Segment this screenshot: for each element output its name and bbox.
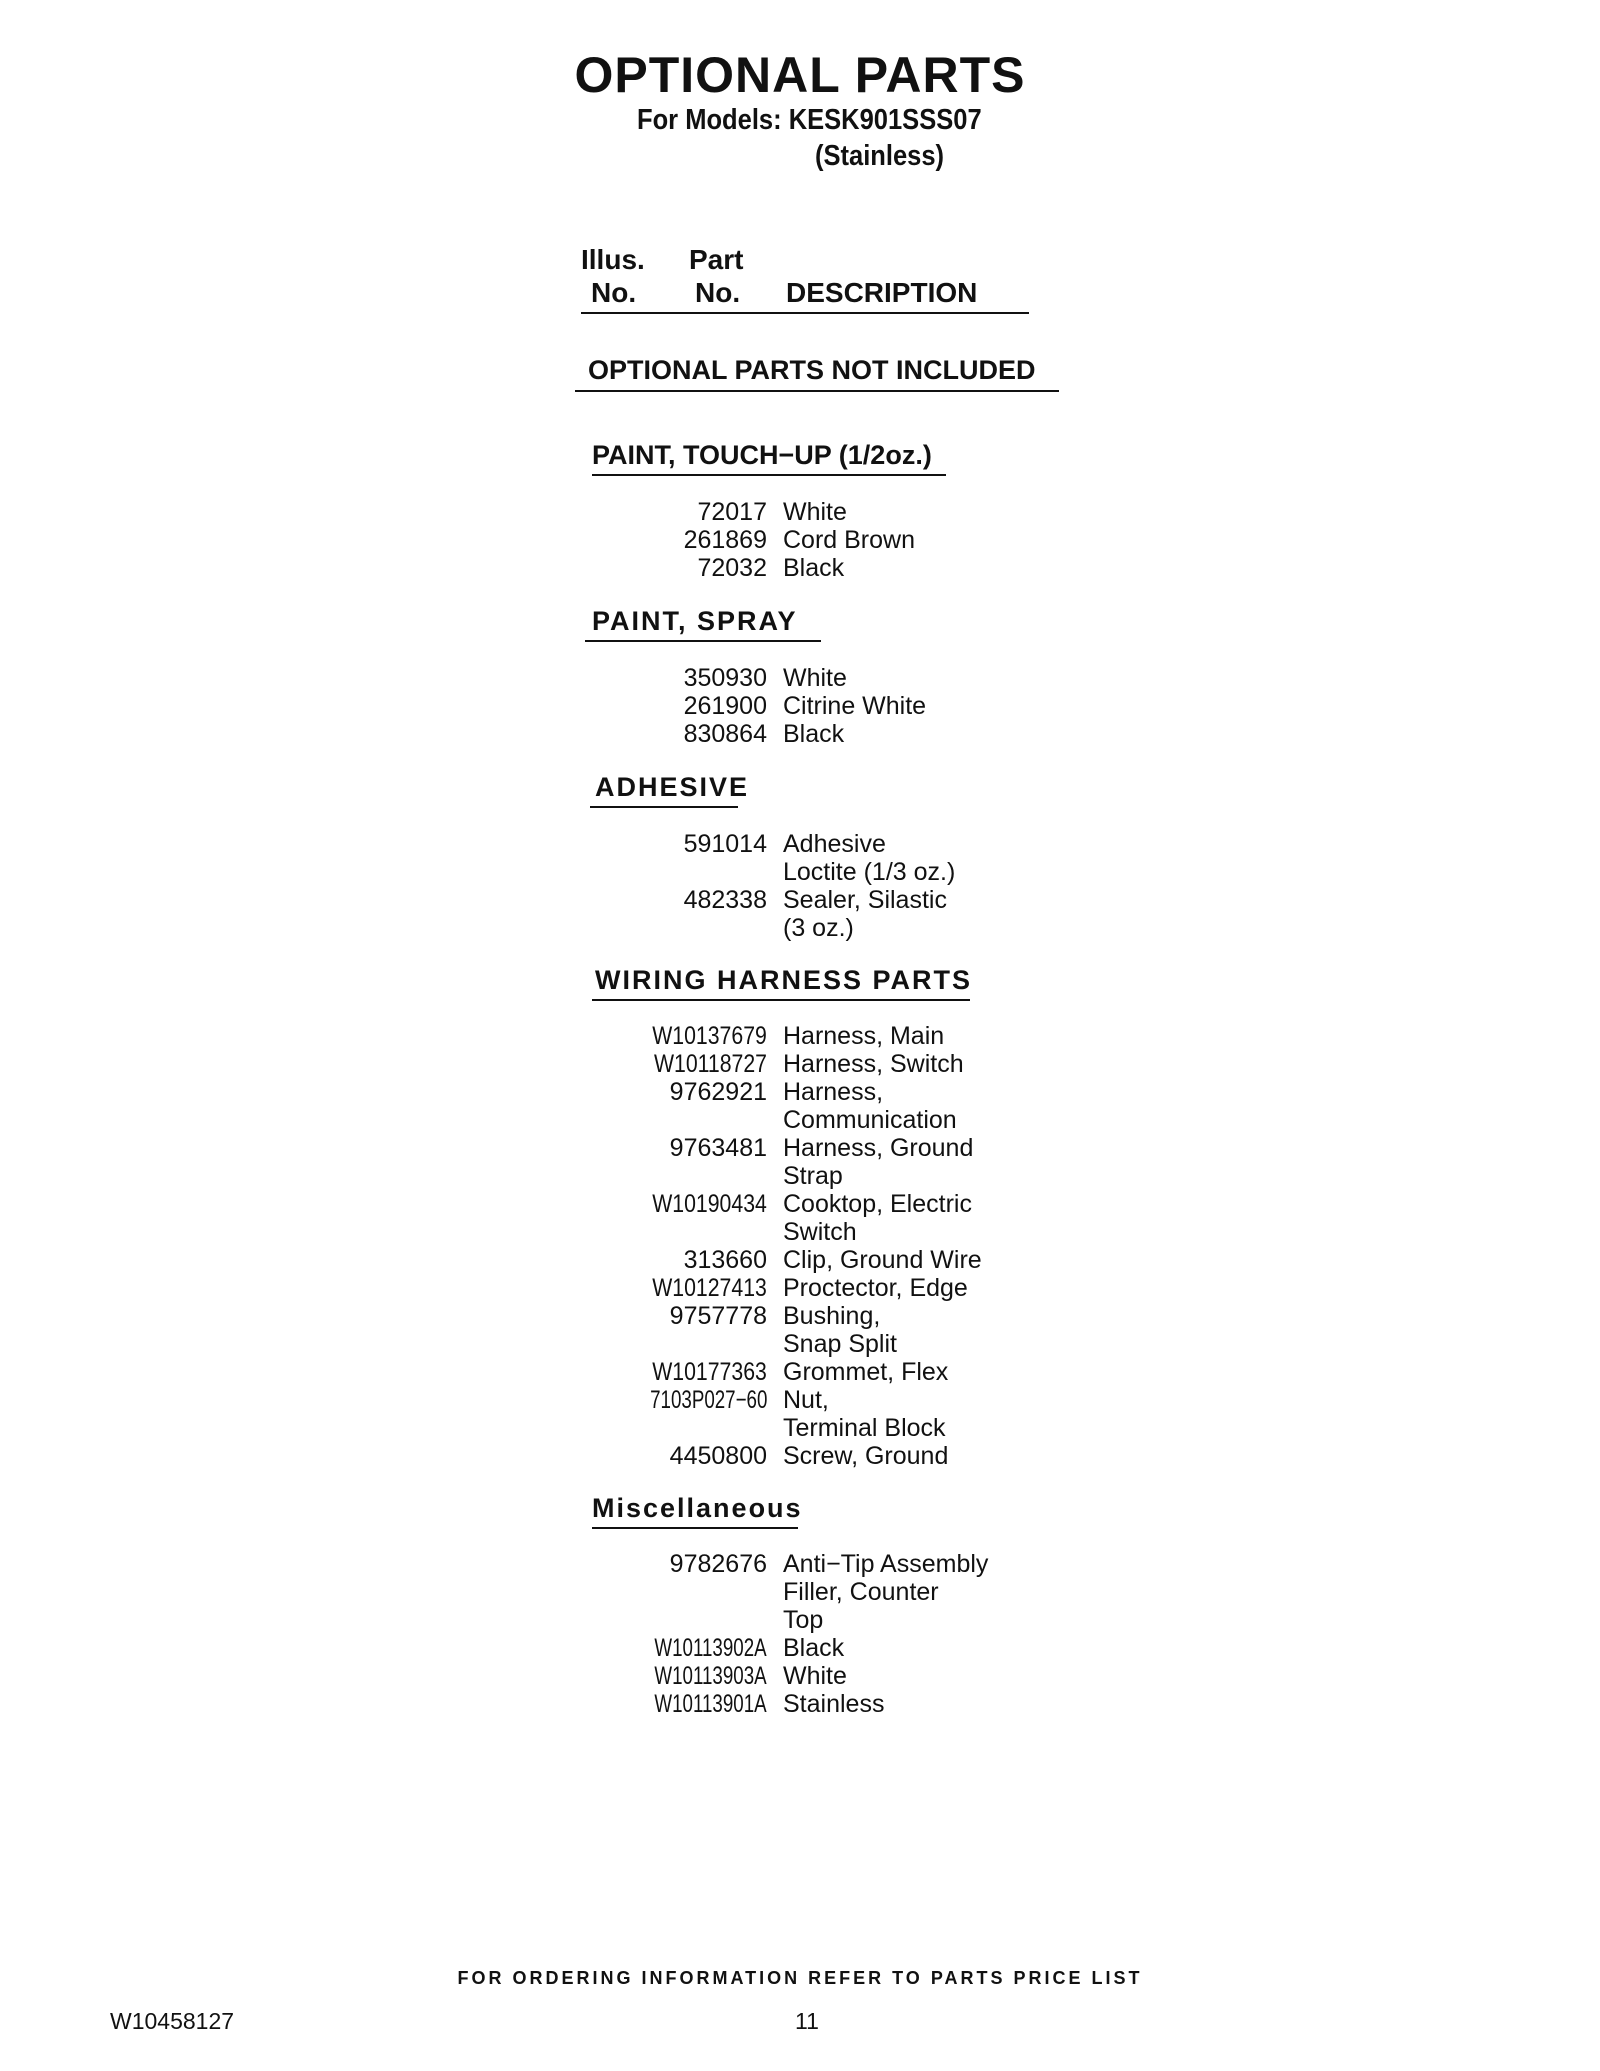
part-number: 9763481 bbox=[669, 1134, 767, 1162]
part-description: Sealer, Silastic bbox=[783, 886, 947, 914]
part-number: W10118727 bbox=[653, 1050, 767, 1078]
part-number: W10137679 bbox=[652, 1022, 767, 1050]
part-description: (3 oz.) bbox=[783, 914, 854, 942]
section-rule bbox=[592, 999, 970, 1001]
part-description: Harness, Switch bbox=[783, 1050, 964, 1078]
part-description: Loctite (1/3 oz.) bbox=[783, 858, 956, 886]
column-header-illus-no: No. bbox=[591, 277, 637, 308]
part-number: 72032 bbox=[697, 554, 767, 582]
part-description: Proctector, Edge bbox=[783, 1274, 968, 1302]
part-description: Harness, Ground bbox=[783, 1134, 974, 1162]
part-description: Black bbox=[783, 554, 845, 582]
page-title: OPTIONAL PARTS bbox=[574, 47, 1026, 103]
part-description: Harness, Main bbox=[783, 1022, 945, 1050]
finish-label: (Stainless) bbox=[815, 140, 945, 172]
part-number: 4450800 bbox=[669, 1442, 767, 1470]
column-header-description: DESCRIPTION bbox=[786, 277, 978, 308]
section-title-paint-spray: PAINT, SPRAY bbox=[592, 606, 798, 636]
banner-rule bbox=[575, 390, 1059, 392]
part-number: 482338 bbox=[683, 886, 767, 914]
column-header-rule bbox=[581, 312, 1029, 314]
part-description: White bbox=[783, 498, 847, 526]
part-description: Terminal Block bbox=[783, 1414, 946, 1442]
column-header-illus: Illus. bbox=[581, 244, 645, 275]
section-title-wiring-harness-parts: WIRING HARNESS PARTS bbox=[595, 965, 973, 995]
part-description: Black bbox=[783, 720, 845, 748]
part-number: W10113901A bbox=[654, 1690, 767, 1718]
part-description: Top bbox=[783, 1606, 824, 1634]
part-description: Citrine White bbox=[783, 692, 927, 720]
part-description: Harness, bbox=[783, 1078, 884, 1106]
part-number: 9782676 bbox=[669, 1550, 767, 1578]
part-number: W10113902A bbox=[654, 1634, 767, 1662]
part-number: 9762921 bbox=[669, 1078, 767, 1106]
part-description: Screw, Ground bbox=[783, 1442, 949, 1470]
section-title-paint-touch-up: PAINT, TOUCH−UP (1/2oz.) bbox=[592, 440, 932, 470]
section-title-adhesive: ADHESIVE bbox=[595, 772, 750, 802]
column-header-part: Part bbox=[689, 244, 744, 275]
part-description: Nut, bbox=[783, 1386, 829, 1414]
section-rule bbox=[592, 474, 946, 476]
part-description: Clip, Ground Wire bbox=[783, 1246, 982, 1274]
section-rule bbox=[590, 806, 738, 808]
document-number: W10458127 bbox=[110, 2008, 235, 2034]
part-description: White bbox=[783, 664, 847, 692]
part-description: Filler, Counter bbox=[783, 1578, 939, 1606]
part-description: Stainless bbox=[783, 1690, 885, 1718]
page-number: 11 bbox=[795, 2008, 819, 2034]
part-number: 313660 bbox=[683, 1246, 767, 1274]
part-description: Black bbox=[783, 1634, 845, 1662]
section-rule bbox=[585, 640, 821, 642]
part-description: Adhesive bbox=[783, 830, 886, 858]
part-number: 591014 bbox=[683, 830, 767, 858]
part-description: Cooktop, Electric bbox=[783, 1190, 972, 1218]
models-line: For Models: KESK901SSS07 bbox=[637, 104, 982, 136]
part-number: 261869 bbox=[683, 526, 767, 554]
part-description: Cord Brown bbox=[783, 526, 915, 554]
ordering-information-note: FOR ORDERING INFORMATION REFER TO PARTS PRICE LIST bbox=[457, 1968, 1143, 1988]
part-description: Anti−Tip Assembly bbox=[783, 1550, 989, 1578]
part-description: Switch bbox=[783, 1218, 857, 1246]
column-header-part-no: No. bbox=[695, 277, 741, 308]
part-number: 350930 bbox=[683, 664, 767, 692]
part-description: Snap Split bbox=[783, 1330, 897, 1358]
part-number: 7103P027−60 bbox=[649, 1386, 767, 1414]
part-number: W10177363 bbox=[652, 1358, 767, 1386]
part-number: W10127413 bbox=[652, 1274, 767, 1302]
part-number: 9757778 bbox=[669, 1302, 767, 1330]
part-number: W10190434 bbox=[652, 1190, 767, 1218]
section-title-miscellaneous: Miscellaneous bbox=[592, 1493, 803, 1523]
part-number: W10113903A bbox=[654, 1662, 767, 1690]
part-description: Grommet, Flex bbox=[783, 1358, 949, 1386]
part-description: Communication bbox=[783, 1106, 957, 1134]
section-rule bbox=[592, 1527, 798, 1529]
part-description: Strap bbox=[783, 1162, 843, 1190]
part-number: 72017 bbox=[697, 498, 767, 526]
part-description: Bushing, bbox=[783, 1302, 881, 1330]
part-number: 830864 bbox=[683, 720, 767, 748]
banner-optional-parts-not-included: OPTIONAL PARTS NOT INCLUDED bbox=[588, 355, 1036, 385]
part-number: 261900 bbox=[683, 692, 767, 720]
part-description: White bbox=[783, 1662, 847, 1690]
